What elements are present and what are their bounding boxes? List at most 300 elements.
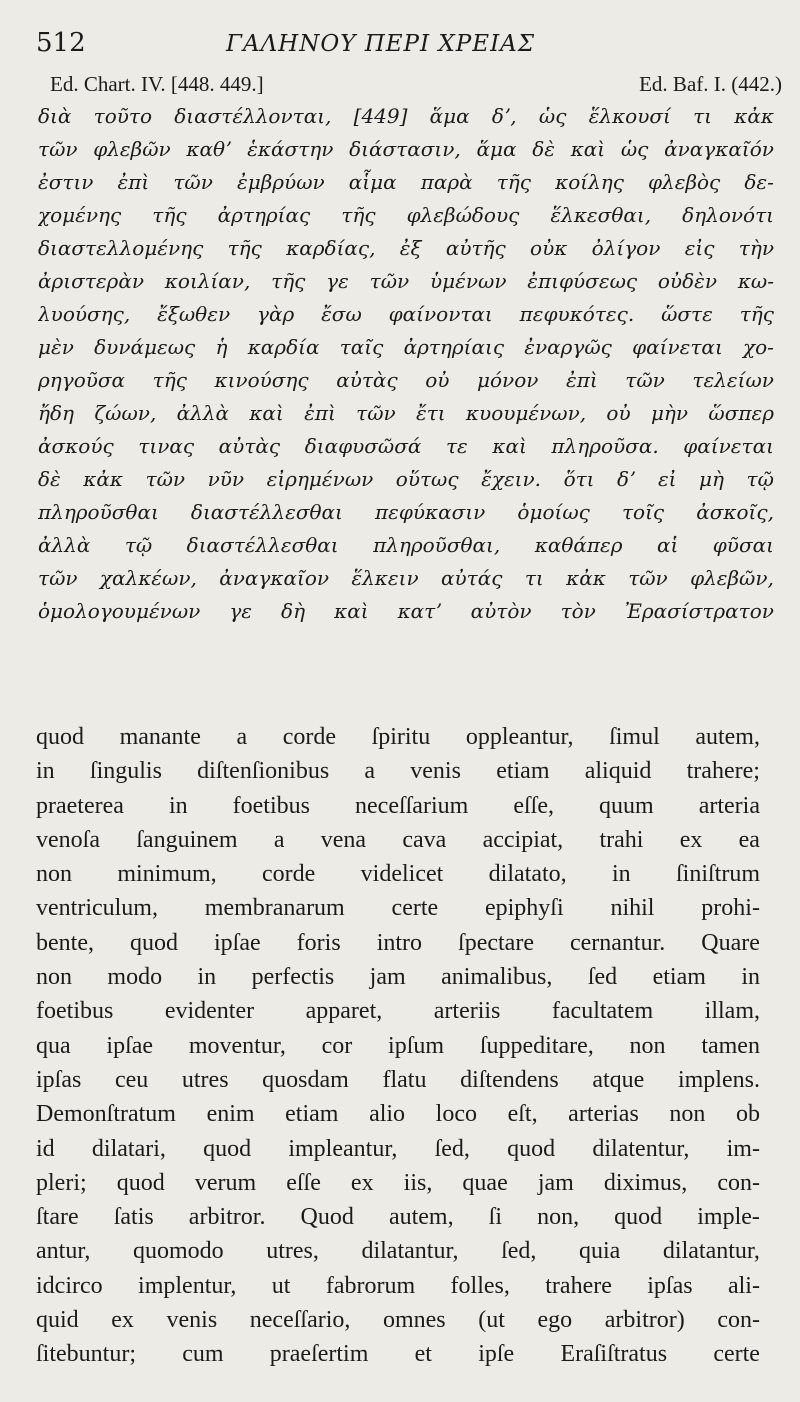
word: αὐτὸν — [470, 599, 532, 623]
word: ventriculum, — [36, 895, 158, 922]
word: non — [36, 861, 72, 888]
running-head: ΓΑΛΗΝΟΥ ΠΕΡΙ ΧΡΕΙΑΣ — [226, 31, 536, 57]
word: ὡς — [538, 104, 567, 128]
word: quomodo — [132, 1238, 224, 1265]
word: ἀσκοῖς, — [696, 500, 774, 524]
word: accipiat, — [482, 826, 564, 853]
word: oppleantur, — [465, 724, 574, 750]
word: τῆς — [152, 203, 187, 227]
word: κἀκ — [734, 104, 774, 128]
word: καθʼ — [186, 137, 232, 161]
word: κἀκ — [566, 566, 606, 590]
latin-text-line — [36, 1029, 760, 1063]
word: ex — [679, 826, 703, 853]
word: τοῖς — [621, 500, 665, 524]
word: Demonſtratum — [36, 1101, 176, 1128]
word: etiam — [652, 964, 706, 991]
word: quod — [507, 1135, 556, 1162]
word: perfectis — [251, 964, 335, 991]
word: φαίνεται — [683, 434, 774, 458]
word: μὴν — [650, 401, 689, 425]
word: Eraſiſtratus — [560, 1341, 668, 1368]
latin-text-line — [36, 1337, 760, 1371]
word: in — [741, 964, 760, 991]
word: implentur, — [138, 1272, 237, 1299]
word: καὶ — [570, 137, 606, 161]
word: quosdam — [262, 1066, 349, 1093]
word: τῶν — [356, 401, 396, 425]
word: φαίνονται — [388, 302, 493, 326]
word: φλεβῶν — [93, 137, 171, 161]
greek-text-line — [38, 397, 774, 430]
word: εἰρημένων — [266, 467, 374, 491]
word: ſtare — [36, 1204, 79, 1231]
word: quid — [36, 1307, 79, 1334]
word: aliquid — [584, 758, 652, 785]
word: bente, — [36, 929, 94, 956]
word: τῶν — [173, 170, 213, 194]
word: ἅμα — [476, 137, 517, 161]
word: διαστέλλονται, — [174, 104, 332, 128]
word: a — [364, 758, 376, 785]
word: in — [168, 792, 188, 819]
word: etiam — [285, 1101, 339, 1128]
latin-text-block — [36, 720, 760, 1372]
word: quum — [599, 792, 654, 819]
word: τῶν — [628, 566, 668, 590]
word: intro — [376, 929, 423, 956]
word: con- — [717, 1307, 760, 1334]
word: τῷ — [746, 467, 774, 491]
word: ipſae — [214, 929, 261, 956]
word: ἔτι — [415, 401, 446, 425]
word: enim — [206, 1101, 255, 1128]
word: ſi — [488, 1204, 502, 1231]
word: ſed — [587, 964, 618, 991]
word: καὶ — [492, 434, 527, 458]
word: imple- — [697, 1204, 760, 1231]
page-header — [36, 28, 760, 62]
word: διαστέλλεσθαι — [190, 500, 343, 524]
word: ipſum — [388, 1032, 445, 1059]
word: flatu — [382, 1066, 427, 1093]
word: αἷμα — [348, 170, 397, 194]
word: παρὰ — [420, 170, 473, 194]
edition-chartier: Ed. Chart. IV. [448. 449.] — [50, 72, 264, 96]
greek-text-line — [38, 100, 774, 133]
word: γε — [326, 269, 349, 293]
word: ἕλκουσί — [588, 104, 671, 128]
word: epiphyſi — [484, 895, 564, 922]
word: οὐ — [606, 401, 631, 425]
word: arteriis — [433, 998, 501, 1025]
word: ρηγοῦσα — [38, 368, 126, 392]
word: γε — [229, 599, 253, 623]
word: con- — [717, 1169, 760, 1196]
word: χαλκέων, — [99, 566, 197, 590]
word: τῷ — [124, 533, 153, 557]
word: cava — [402, 826, 447, 853]
word: eſſe — [286, 1169, 321, 1196]
word: καὶ — [249, 401, 284, 425]
word: ſed, — [434, 1135, 470, 1162]
word: evidenter — [164, 998, 255, 1025]
word: κινούσης — [214, 368, 309, 392]
latin-text-line — [36, 1132, 760, 1166]
word: manante — [119, 724, 201, 750]
word: antur, — [36, 1238, 91, 1265]
word: ἤδη — [38, 401, 75, 425]
word: dilatantur, — [662, 1238, 760, 1265]
word: neceſſarium — [355, 792, 469, 819]
latin-text-line — [36, 823, 760, 857]
word: ceu — [114, 1066, 149, 1093]
word: ipſas — [647, 1272, 693, 1299]
word: neceſſario, — [249, 1307, 351, 1334]
word: quia — [579, 1238, 621, 1265]
word: idcirco — [36, 1272, 103, 1299]
word: διαστελλομένης — [38, 236, 204, 260]
word: illam, — [704, 998, 760, 1025]
word: moventur, — [188, 1032, 286, 1059]
latin-text-line — [36, 926, 760, 960]
word: corde — [282, 724, 336, 750]
edition-basel: Ed. Baf. I. (442.) — [639, 72, 782, 96]
greek-text-line — [38, 364, 774, 397]
word: ſimul — [609, 724, 660, 750]
word: in — [197, 964, 217, 991]
word: τὸν — [560, 599, 596, 623]
word: πληροῦσα. — [551, 434, 659, 458]
greek-text-line — [38, 430, 774, 463]
greek-text-line — [38, 199, 774, 232]
word: ἐπιφύσεως — [527, 269, 638, 293]
word: ipſe — [478, 1341, 515, 1368]
word: τῆς — [739, 302, 774, 326]
word: τι — [693, 104, 713, 128]
word: τοῦτο — [93, 104, 152, 128]
word: ἐπὶ — [117, 170, 150, 194]
word: utres, — [266, 1238, 319, 1265]
word: Ἐρασίστρατον — [624, 599, 774, 623]
latin-text-line — [36, 994, 760, 1028]
word: καρδία — [247, 335, 320, 359]
word: vena — [320, 826, 367, 853]
word: φλεβῶν, — [690, 566, 774, 590]
word: arbitror. — [188, 1204, 266, 1231]
word: δε- — [744, 170, 774, 194]
word: τινας — [138, 434, 195, 458]
word: δυνάμεως — [94, 335, 196, 359]
word: μόνον — [477, 368, 539, 392]
word: κατʼ — [397, 599, 442, 623]
word: diſtendens — [460, 1066, 559, 1093]
word: τῶν — [38, 137, 78, 161]
word: verum — [194, 1169, 257, 1196]
word: τῆς — [152, 368, 187, 392]
word: impleantur, — [288, 1135, 398, 1162]
word: ταῖς — [339, 335, 384, 359]
latin-text-line — [36, 1200, 760, 1234]
word: cernantur. — [569, 929, 666, 956]
word: δὲ — [532, 137, 555, 161]
word: non — [629, 1032, 666, 1059]
word: ἐπὶ — [304, 401, 336, 425]
word: καρδίας, — [286, 236, 376, 260]
word: foris — [296, 929, 341, 956]
word: jam — [537, 1169, 574, 1196]
latin-text-line — [36, 891, 760, 925]
word: cum — [182, 1341, 224, 1368]
word: τῶν — [369, 269, 410, 293]
word: οὐ — [425, 368, 450, 392]
word: ὥσπερ — [708, 401, 774, 425]
greek-text-line — [38, 133, 774, 166]
word: αὐτῆς — [445, 236, 506, 260]
word: φλεβώδους — [406, 203, 520, 227]
word: τῶν — [145, 467, 186, 491]
word: τῆς — [227, 236, 262, 260]
greek-text-line — [38, 331, 774, 364]
word: ἑκάστην — [247, 137, 334, 161]
word: ſanguinem — [136, 826, 238, 853]
word: et — [414, 1341, 432, 1368]
word: atque — [592, 1066, 645, 1093]
word: ἐστιν — [38, 170, 94, 194]
word: dilatari, — [91, 1135, 166, 1162]
word: modo — [107, 964, 163, 991]
word: ἔξωθεν — [157, 302, 231, 326]
word: ſiniſtrum — [676, 861, 760, 888]
word: dilatentur, — [592, 1135, 690, 1162]
word: ex — [350, 1169, 374, 1196]
word: tamen — [701, 1032, 760, 1059]
latin-text-line — [36, 857, 760, 891]
word: ἡ — [215, 335, 228, 359]
word: πεφύκασιν — [375, 500, 486, 524]
word: nihil — [610, 895, 655, 922]
word: videlicet — [360, 861, 444, 888]
word: τὴν — [738, 236, 774, 260]
word: διὰ — [38, 104, 72, 128]
word: ἔσω — [321, 302, 362, 326]
word: τῶν — [625, 368, 665, 392]
page-number: 512 — [36, 28, 86, 58]
word: εἰ — [657, 467, 677, 491]
word: arbitror) — [604, 1307, 685, 1334]
word: καὶ — [334, 599, 369, 623]
edition-references — [50, 72, 782, 98]
word: ipſae — [106, 1032, 154, 1059]
word: ἀριστερὰν — [38, 269, 144, 293]
word: facultatem — [551, 998, 654, 1025]
word: κυουμένων, — [465, 401, 587, 425]
latin-text-line — [36, 754, 760, 788]
word: a — [236, 724, 248, 750]
word: eſſe, — [513, 792, 554, 819]
word: μὲν — [38, 335, 74, 359]
word: ἕλκειν — [351, 566, 419, 590]
word: quod — [203, 1135, 252, 1162]
word: δʼ — [617, 467, 636, 491]
word: αἱ — [656, 533, 679, 557]
word: ſuppeditare, — [479, 1032, 594, 1059]
greek-text-line — [38, 463, 774, 496]
greek-text-line — [38, 595, 774, 628]
word: δὴ — [281, 599, 306, 623]
word: apparet, — [305, 998, 383, 1025]
word: ea — [738, 826, 760, 853]
latin-text-line — [36, 720, 760, 754]
word: τελείων — [692, 368, 774, 392]
word: φῦσαι — [712, 533, 774, 557]
word: ἅμα — [429, 104, 470, 128]
word: etiam — [496, 758, 550, 785]
word: ἐπὶ — [565, 368, 598, 392]
word: νῦν — [207, 467, 245, 491]
word: ἀναγκαῖον — [219, 566, 330, 590]
word: dilatantur, — [361, 1238, 459, 1265]
word: quod — [130, 929, 178, 956]
word: venoſa — [36, 826, 100, 853]
word: τῆς — [271, 269, 306, 293]
word: ἕλκεσθαι, — [550, 203, 652, 227]
word: τι — [524, 566, 544, 590]
greek-text-line — [38, 166, 774, 199]
word: Quare — [701, 929, 760, 956]
word: utres — [181, 1066, 229, 1093]
word: omnes — [382, 1307, 446, 1334]
word: τῆς — [341, 203, 376, 227]
word: in — [36, 758, 55, 785]
word: ſitebuntur; — [36, 1341, 136, 1368]
word: non — [669, 1101, 706, 1128]
word: ἀρτηρίαις — [403, 335, 505, 359]
word: πληροῦσθαι, — [373, 533, 501, 557]
word: trahere — [545, 1272, 612, 1299]
word: Quod — [300, 1204, 354, 1231]
word: ὥστε — [661, 302, 713, 326]
word: prohi- — [701, 895, 760, 922]
word: iis, — [403, 1169, 433, 1196]
word: certe — [713, 1341, 760, 1368]
word: αὐτάς — [441, 566, 503, 590]
word: διάστασιν, — [349, 137, 461, 161]
word: κἀκ — [83, 467, 124, 491]
word: διαστέλλεσθαι — [186, 533, 339, 557]
word: fabrorum — [325, 1272, 416, 1299]
word: ego — [537, 1307, 573, 1334]
word: a — [273, 826, 285, 853]
greek-text-line — [38, 562, 774, 595]
latin-text-line — [36, 1303, 760, 1337]
word: [449] — [353, 104, 408, 128]
latin-text-line — [36, 960, 760, 994]
word: diſtenſionibus — [197, 758, 330, 785]
word: corde — [262, 861, 316, 888]
latin-text-line — [36, 1234, 760, 1268]
word: foetibus — [36, 998, 114, 1025]
word: foetibus — [232, 792, 310, 819]
word: ἀλλὰ — [176, 401, 229, 425]
word: animalibus, — [441, 964, 553, 991]
word: ſpectare — [458, 929, 534, 956]
latin-text-line — [36, 1269, 760, 1303]
greek-text-block — [38, 100, 774, 628]
word: ſpiritu — [371, 724, 431, 750]
word: αὐτὰς — [218, 434, 281, 458]
word: ſatis — [113, 1204, 154, 1231]
word: non — [36, 964, 72, 991]
word: κοιλίαν, — [164, 269, 251, 293]
greek-text-line — [38, 529, 774, 562]
word: ἐμβρύων — [236, 170, 325, 194]
word: id — [36, 1135, 55, 1162]
word: τῶν — [38, 566, 78, 590]
word: minimum, — [117, 861, 217, 888]
greek-text-line — [38, 232, 774, 265]
word: ex — [111, 1307, 134, 1334]
word: ὡς — [620, 137, 649, 161]
word: quod — [116, 1169, 165, 1196]
word: trahi — [599, 826, 644, 853]
word: πληροῦσθαι — [38, 500, 159, 524]
word: οὐδὲν — [657, 269, 718, 293]
word: αὐτὰς — [336, 368, 398, 392]
word: δὲ — [38, 467, 61, 491]
word: trahere; — [686, 758, 760, 785]
word: im- — [726, 1135, 760, 1162]
word: certe — [391, 895, 439, 922]
word: quae — [462, 1169, 508, 1196]
latin-text-line — [36, 789, 760, 823]
latin-text-line — [36, 1097, 760, 1131]
word: autem, — [388, 1204, 454, 1231]
word: ἀναγκαῖόν — [664, 137, 774, 161]
word: ſingulis — [89, 758, 162, 785]
word: διαφυσῶσά — [304, 434, 422, 458]
word: φλεβὸς — [648, 170, 721, 194]
word: ἀρτηρίας — [217, 203, 311, 227]
word: χομένης — [38, 203, 122, 227]
word: eſt, — [507, 1101, 538, 1128]
word: folles, — [450, 1272, 510, 1299]
word: μὴ — [699, 467, 725, 491]
word: praeterea — [36, 792, 124, 819]
word: ipſas — [36, 1066, 82, 1093]
word: ἐναργῶς — [524, 335, 612, 359]
word: καθάπερ — [534, 533, 623, 557]
word: arteria — [698, 792, 760, 819]
latin-text-line — [36, 1063, 760, 1097]
word: πεφυκότες. — [519, 302, 635, 326]
word: jam — [369, 964, 406, 991]
word: loco — [435, 1101, 477, 1128]
word: ut — [271, 1272, 291, 1299]
word: τε — [445, 434, 468, 458]
word: cor — [321, 1032, 353, 1059]
word: praeſertim — [269, 1341, 369, 1368]
word: non, — [537, 1204, 580, 1231]
word: οὕτως — [395, 467, 459, 491]
word: ob — [735, 1101, 760, 1128]
word: alio — [369, 1101, 406, 1128]
word: ὁμοίως — [517, 500, 590, 524]
word: ζώων, — [94, 401, 157, 425]
word: φαίνεται — [632, 335, 723, 359]
word: in — [611, 861, 631, 888]
word: ὁμολογουμένων — [38, 599, 201, 623]
